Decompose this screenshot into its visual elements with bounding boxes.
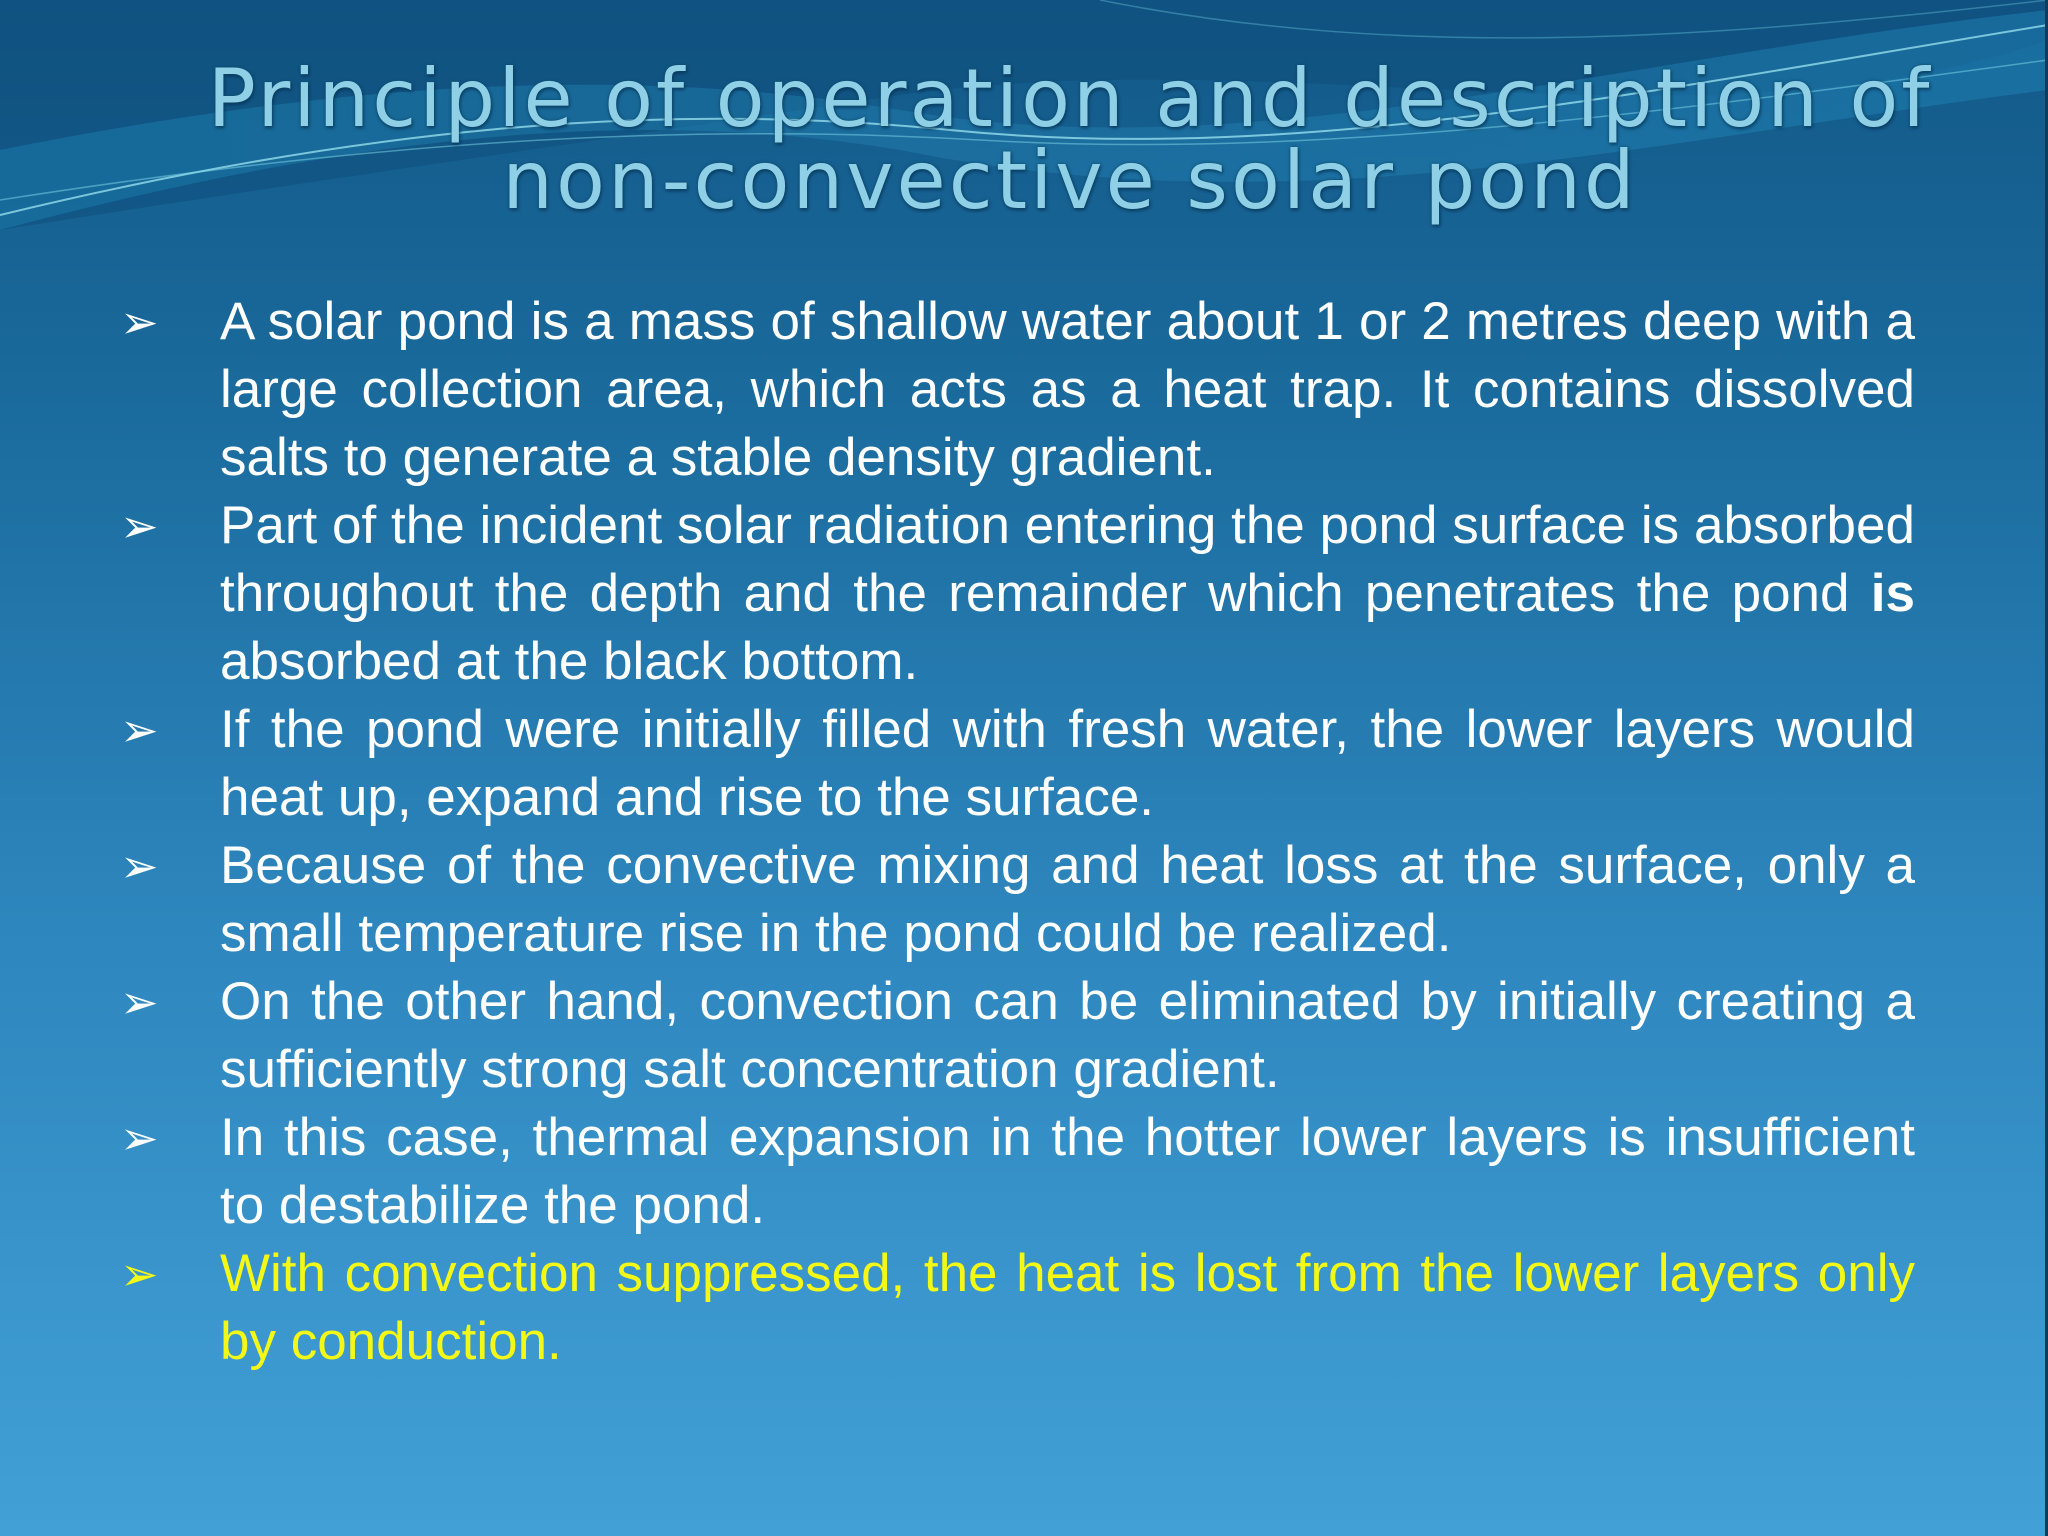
arrowhead-bullet-icon: ➢ — [120, 295, 159, 349]
bullet-text-part: absorbed at the black bottom. — [220, 632, 919, 691]
bullet-text — [220, 496, 1915, 691]
bullet-text: A solar pond is a mass of shallow water about 1 or 2 metres deep with a large collection area, which acts as a heat trap. It contains dissolved salts to generate a stable density gradient. — [220, 292, 1915, 487]
bullet-text: If the pond were initially filled with fresh water, the lower layers would heat up, expand and rise to the surface. — [220, 700, 1915, 827]
arrowhead-bullet-icon: ➢ — [120, 499, 159, 553]
bullet-text: Because of the convective mixing and heat loss at the surface, only a small temperature rise in the pond could be realized. — [220, 836, 1915, 963]
arrowhead-bullet-icon: ➢ — [120, 703, 159, 757]
bullet-text-bold: is — [1870, 564, 1915, 623]
bullet-item — [110, 288, 1915, 492]
bullet-item — [110, 696, 1915, 832]
arrowhead-bullet-icon: ➢ — [120, 839, 159, 893]
arrowhead-bullet-icon: ➢ — [120, 1247, 159, 1301]
bullet-text: In this case, thermal expansion in the hotter lower layers is insufficient to destabilize the pond. — [220, 1108, 1915, 1235]
bullet-item — [110, 832, 1915, 968]
bullet-item — [110, 492, 1915, 696]
arrowhead-bullet-icon: ➢ — [120, 975, 159, 1029]
bullet-text: With convection suppressed, the heat is lost from the lower layers only by conduction. — [220, 1244, 1915, 1371]
bullet-item-highlighted — [110, 1240, 1915, 1376]
bullet-list — [110, 288, 1915, 1376]
slide-title — [170, 52, 1970, 227]
bullet-text: On the other hand, convection can be eliminated by initially creating a sufficiently strong salt concentration gradient. — [220, 972, 1915, 1099]
title-line-1: Principle of operation and description of — [207, 52, 1933, 145]
bullet-text-part: Part of the incident solar radiation entering the pond surface is absorbed throughout the depth and the remainder which penetrates the pond — [220, 496, 1915, 623]
bullet-item — [110, 968, 1915, 1104]
arrowhead-bullet-icon: ➢ — [120, 1111, 159, 1165]
title-line-2: non-convective solar pond — [502, 134, 1638, 227]
bullet-item — [110, 1104, 1915, 1240]
